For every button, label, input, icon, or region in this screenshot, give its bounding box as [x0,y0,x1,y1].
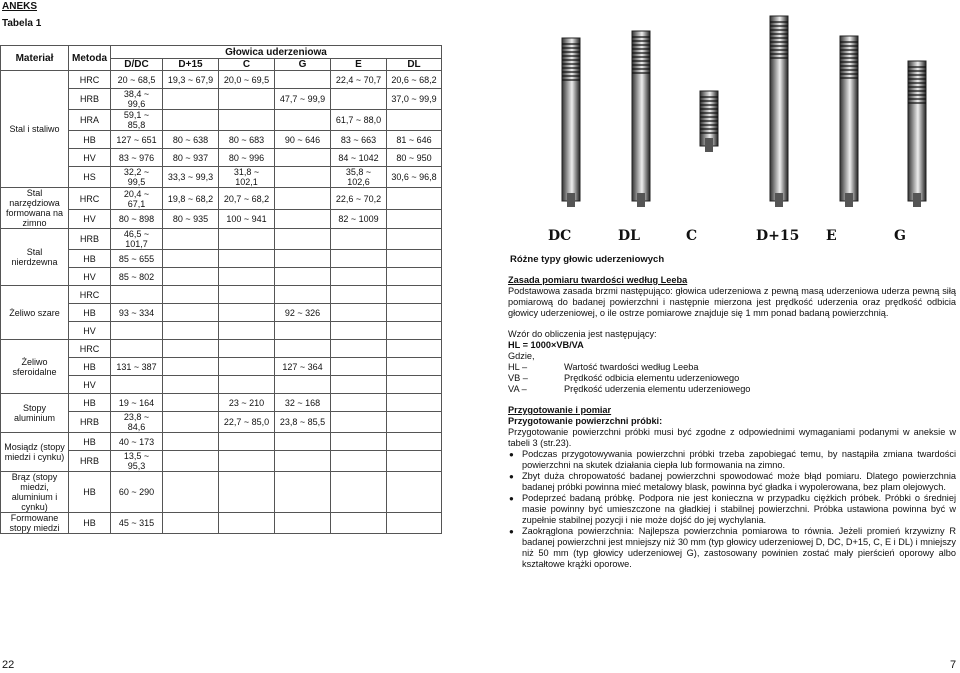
value-cell: 80 ~ 950 [387,149,442,167]
probe-caption: Różne typy głowic uderzeniowych [510,254,665,265]
value-cell [163,394,219,412]
method-cell: HB [69,394,111,412]
value-cell [163,322,219,340]
material-cell: Formowane stopy miedzi [1,513,69,534]
value-cell [163,513,219,534]
value-cell: 33,3 ~ 99,3 [163,167,219,188]
material-cell: Stal narzędziowa formowana na zimno [1,188,69,229]
table-row [1,394,442,412]
value-cell [331,376,387,394]
definition-symbol: HL – [508,362,528,372]
table-row [1,229,442,250]
prep-bullet: ● Zbyt duża chropowatość badanej powierzchni spowodować może błąd pomiaru. Dlatego powierzchnia badanej próbki powinna mieć metalowy blask, powinna być gładka i wypolerowana, bez plam olejowych. [508,471,956,493]
formula: HL = 1000×VB/VA [508,340,584,350]
value-cell [275,149,331,167]
definition-text: Prędkość odbicia elementu uderzeniowego [564,373,740,383]
definition-text: Wartość twardości według Leeba [564,362,699,372]
header-probe-group: Głowica uderzeniowa [111,46,442,59]
material-cell: Stopy aluminium [1,394,69,433]
value-cell: 23,8 ~ 85,5 [275,412,331,433]
principle-section [508,275,956,570]
definition-row [508,384,956,395]
value-cell [219,340,275,358]
value-cell: 19,3 ~ 67,9 [163,71,219,89]
annex-heading: ANEKS [2,1,38,12]
value-cell [163,412,219,433]
probe-tip [913,193,921,207]
value-cell: 13,5 ~ 95,3 [111,451,163,472]
definition-symbol: VB – [508,373,528,383]
principle-body: Podstawowa zasada brzmi następująco: głowica uderzeniowa z pewną masą uderzeniowa uderza pewną siłą pomiarową do badanej powierzchni i następnie mierzona jest prędkość uderzenia oraz prędkość odbicia głowicy uderzeniowej, o ile ostrze pomiarowe znajduje się 1 mm ponad badaną powierzchnią. [508,286,956,318]
value-cell [331,229,387,250]
value-cell [219,250,275,268]
value-cell [331,268,387,286]
value-cell: 20,0 ~ 69,5 [219,71,275,89]
value-cell [275,250,331,268]
table-row [1,340,442,358]
material-cell: Mosiądz (stopy miedzi i cynku) [1,433,69,472]
value-cell: 83 ~ 663 [331,131,387,149]
method-cell: HRB [69,412,111,433]
prep-bullet-list [508,449,956,570]
value-cell [331,322,387,340]
method-cell: HB [69,472,111,513]
value-cell: 32,2 ~ 99,5 [111,167,163,188]
value-cell: 40 ~ 173 [111,433,163,451]
value-cell [219,433,275,451]
value-cell [275,340,331,358]
value-cell [387,210,442,229]
value-cell: 80 ~ 935 [163,210,219,229]
value-cell: 35,8 ~ 102,6 [331,167,387,188]
probe-body [700,91,718,146]
value-cell: 32 ~ 168 [275,394,331,412]
value-cell [163,304,219,322]
value-cell: 20,7 ~ 68,2 [219,188,275,210]
value-cell: 46,5 ~ 101,7 [111,229,163,250]
method-cell: HB [69,513,111,534]
value-cell: 31,8 ~ 102,1 [219,167,275,188]
probe-tip [775,193,783,207]
value-cell [275,472,331,513]
value-cell [163,358,219,376]
value-cell [387,513,442,534]
value-cell [331,358,387,376]
formula-intro: Wzór do obliczenia jest następujący: [508,329,657,339]
principle-title: Zasada pomiaru twardości według Leeba [508,275,688,285]
value-cell: 82 ~ 1009 [331,210,387,229]
value-cell: 20 ~ 68,5 [111,71,163,89]
prep-bullet: ● Podczas przygotowywania powierzchni próbki trzeba zapobiegać temu, by nastąpiła zmiana twardości powierzchni na skutek działania ciepła lub formowania na zimno. [508,449,956,471]
method-cell: HV [69,268,111,286]
value-cell [275,451,331,472]
value-cell [387,268,442,286]
probe-types-drawing [540,6,958,246]
value-cell: 30,6 ~ 96,8 [387,167,442,188]
value-cell: 23 ~ 210 [219,394,275,412]
formula-where: Gdzie, [508,351,535,361]
value-cell [275,433,331,451]
value-cell: 20,6 ~ 68,2 [387,71,442,89]
value-cell: 90 ~ 646 [275,131,331,149]
definition-row [508,362,956,373]
method-cell: HB [69,358,111,376]
method-cell: HB [69,250,111,268]
method-cell: HRC [69,188,111,210]
value-cell [219,358,275,376]
table-row [1,433,442,451]
value-cell [331,304,387,322]
value-cell: 37,0 ~ 99,9 [387,89,442,110]
value-cell [111,340,163,358]
method-cell: HB [69,433,111,451]
prep-title: Przygotowanie i pomiar [508,405,612,415]
value-cell [275,188,331,210]
value-cell [163,89,219,110]
value-cell: 60 ~ 290 [111,472,163,513]
value-cell [331,250,387,268]
value-cell [219,110,275,131]
method-cell: HB [69,304,111,322]
header-probe: DL [387,59,442,71]
definition-row [508,373,956,384]
header-probe: E [331,59,387,71]
table-row [1,472,442,513]
definition-symbol: VA – [508,384,527,394]
value-cell [219,376,275,394]
value-cell [387,322,442,340]
table-title: Tabela 1 [2,18,42,29]
value-cell [387,250,442,268]
value-cell [331,451,387,472]
value-cell: 23,8 ~ 84,6 [111,412,163,433]
method-cell: HS [69,167,111,188]
value-cell: 127 ~ 364 [275,358,331,376]
probe-label: DC [548,228,572,244]
value-cell [331,89,387,110]
value-cell: 85 ~ 655 [111,250,163,268]
value-cell [331,340,387,358]
value-cell [219,89,275,110]
probe-label: D+15 [756,228,800,244]
probe-body [770,16,788,201]
value-cell: 45 ~ 315 [111,513,163,534]
value-cell [163,286,219,304]
prep-bullet: ● Zaokrąglona powierzchnia: Najlepsza powierzchnia pomiarowa to równia. Jeżeli promień krzywizny R badanej powierzchni jest mniejszy niż 30 mm (typ głowicy uderzeniowej D, DC, D+15, C, E i DL) i mniejszy niż 50 mm (typ głowicy uderzeniowej G), zastosowany powinien zostać mały pierścień oporowy albo kształtowe krążki oporowe. [508,526,956,570]
value-cell [275,268,331,286]
value-cell: 80 ~ 683 [219,131,275,149]
value-cell: 100 ~ 941 [219,210,275,229]
probe-tip [637,193,645,207]
header-probe: G [275,59,331,71]
value-cell [219,513,275,534]
probe-label: E [826,228,837,244]
value-cell [219,304,275,322]
value-cell [387,394,442,412]
method-cell: HB [69,131,111,149]
value-cell [331,513,387,534]
value-cell [219,268,275,286]
value-cell [387,286,442,304]
method-cell: HV [69,210,111,229]
value-cell [387,188,442,210]
method-cell: HRC [69,71,111,89]
value-cell [387,433,442,451]
value-cell [163,376,219,394]
value-cell: 20,4 ~ 67,1 [111,188,163,210]
value-cell [387,472,442,513]
value-cell [331,286,387,304]
method-cell: HRC [69,340,111,358]
probe-body [908,61,926,201]
method-cell: HV [69,149,111,167]
material-cell: Żeliwo sferoidalne [1,340,69,394]
probe-types-illustration [540,6,958,246]
value-cell [387,229,442,250]
method-cell: HRB [69,89,111,110]
probe-body [840,36,858,201]
value-cell: 22,4 ~ 70,7 [331,71,387,89]
value-cell [387,358,442,376]
value-cell [163,250,219,268]
header-material: Materiał [1,46,69,71]
value-cell [111,286,163,304]
value-cell [163,472,219,513]
probe-body [562,38,580,201]
method-cell: HRB [69,451,111,472]
value-cell: 83 ~ 976 [111,149,163,167]
value-cell: 38,4 ~ 99,6 [111,89,163,110]
value-cell [275,376,331,394]
material-cell: Stal nierdzewna [1,229,69,286]
definition-text: Prędkość uderzenia elementu uderzeniowego [564,384,751,394]
table-row [1,513,442,534]
value-cell: 85 ~ 802 [111,268,163,286]
value-cell: 59,1 ~ 85,8 [111,110,163,131]
method-cell: HRA [69,110,111,131]
value-cell: 80 ~ 638 [163,131,219,149]
value-cell [331,412,387,433]
value-cell: 84 ~ 1042 [331,149,387,167]
method-cell: HRB [69,229,111,250]
value-cell [219,451,275,472]
value-cell: 92 ~ 326 [275,304,331,322]
value-cell: 127 ~ 651 [111,131,163,149]
probe-tip [567,193,575,207]
material-cell: Żeliwo szare [1,286,69,340]
value-cell [331,394,387,412]
probe-label: C [686,228,698,244]
page-number-right: 7 [950,659,957,671]
method-cell: HRC [69,286,111,304]
value-cell [163,268,219,286]
value-cell [275,322,331,340]
value-cell [331,433,387,451]
probe-label: G [894,228,906,244]
prep-subtitle: Przygotowanie powierzchni próbki: [508,416,663,426]
value-cell: 19 ~ 164 [111,394,163,412]
probe-label: DL [618,228,640,244]
value-cell [275,71,331,89]
value-cell [275,229,331,250]
material-cell: Brąz (stopy miedzi, aluminium i cynku) [1,472,69,513]
value-cell [387,412,442,433]
value-cell: 80 ~ 937 [163,149,219,167]
header-method: Metoda [69,46,111,71]
method-cell: HV [69,322,111,340]
value-cell [219,229,275,250]
value-cell: 19,8 ~ 68,2 [163,188,219,210]
header-probe: D+15 [163,59,219,71]
value-cell [275,210,331,229]
hardness-range-table [0,45,442,534]
header-probe: D/DC [111,59,163,71]
value-cell: 61,7 ~ 88,0 [331,110,387,131]
value-cell [111,322,163,340]
value-cell [163,229,219,250]
probe-tip [705,138,713,152]
value-cell: 22,6 ~ 70,2 [331,188,387,210]
header-probe: C [219,59,275,71]
value-cell [387,376,442,394]
value-cell: 80 ~ 996 [219,149,275,167]
value-cell [387,340,442,358]
table-row [1,188,442,210]
probe-tip [845,193,853,207]
table-row [1,71,442,89]
value-cell: 93 ~ 334 [111,304,163,322]
value-cell [219,286,275,304]
value-cell [387,451,442,472]
prep-intro: Przygotowanie powierzchni próbki musi być zgodne z odpowiednimi wymaganiami podanymi w aneksie w tabeli 3 (str.23). [508,427,956,448]
value-cell [387,110,442,131]
table-row [1,286,442,304]
value-cell [111,376,163,394]
value-cell [219,472,275,513]
value-cell: 47,7 ~ 99,9 [275,89,331,110]
value-cell [275,513,331,534]
value-cell [331,472,387,513]
value-cell: 22,7 ~ 85,0 [219,412,275,433]
value-cell [275,167,331,188]
value-cell: 80 ~ 898 [111,210,163,229]
method-cell: HV [69,376,111,394]
value-cell [387,304,442,322]
value-cell [275,286,331,304]
value-cell [219,322,275,340]
material-cell: Stal i staliwo [1,71,69,188]
value-cell: 131 ~ 387 [111,358,163,376]
value-cell [163,340,219,358]
page-number-left: 22 [2,659,15,671]
value-cell [275,110,331,131]
value-cell [163,110,219,131]
value-cell [163,451,219,472]
prep-bullet: ● Podeprzeć badaną próbkę. Podpora nie jest konieczna w przypadku ciężkich próbek. Próbki o średniej masie powinny być umieszczone na gładkiej i stabilnej powierzchni. Próbka ustawiona powinna być w zupełnie stabilnej pozycji i nie może dojść do jej wychylania. [508,493,956,526]
value-cell: 81 ~ 646 [387,131,442,149]
value-cell [163,433,219,451]
